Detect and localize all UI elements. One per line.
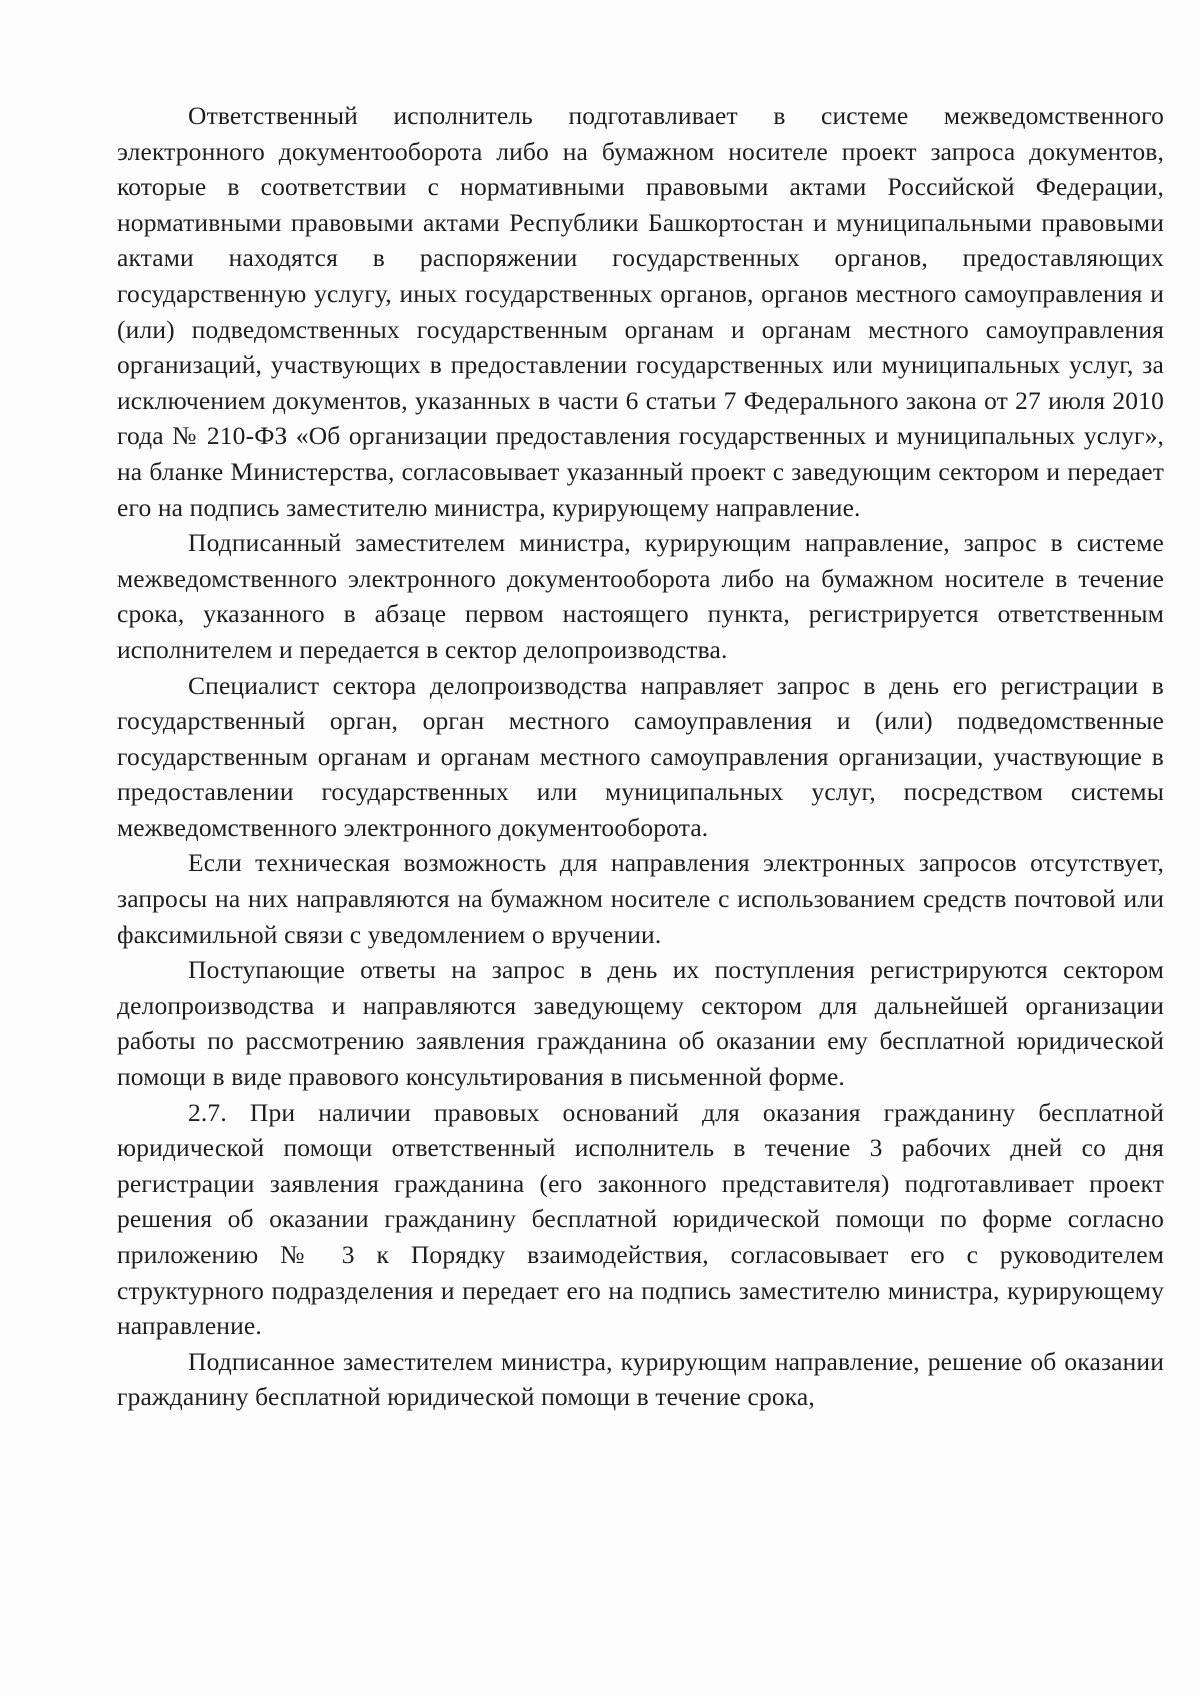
paragraph-request-sending: Специалист сектора делопроизводства направляет запрос в день его регистрации в государственный орган, орган местного самоуправления и (или) подведомственные государственным органам и органам местного самоуправления организации, участвующие в предоставлении государственных или муниципальных услуг, посредством системы межведомственного электронного документооборота. bbox=[117, 670, 1164, 842]
paragraph-paper-requests: Если техническая возможность для направления электронных запросов отсутствует, запросы на них направляются на бумажном носителе с использованием средств почтовой или факсимильной связи с уведомлением о вручении. bbox=[117, 848, 1164, 949]
paragraph-section-2-7: 2.7. При наличии правовых оснований для оказания гражданину бесплатной юридической помощи ответственный исполнитель в течение 3 рабочих дней со дня регистрации заявления гражданина (его законного представителя) подготавливает проект решения об оказании гражданину бесплатной юридической помощи по форме согласно приложению № 3 к Порядку взаимодействия, согласовывает его с руководителем структурного подразделения и передает его на подпись заместителю министра, курирующему направление. bbox=[117, 1097, 1164, 1341]
paragraph-responses: Поступающие ответы на запрос в день их поступления регистрируются сектором делопроизводства и направляются заведующему сектором для дальнейшей организации работы по рассмотрению заявления гражданина об оказании ему бесплатной юридической помощи в виде правового консультирования в письменной форме. bbox=[117, 955, 1164, 1092]
paragraph-request-registration: Подписанный заместителем министра, курирующим направление, запрос в системе межведомственного электронного документооборота либо на бумажном носителе в течение срока, указанного в абзаце первом настоящего пункта, регистрируется ответственным исполнителем и передается в сектор делопроизводства. bbox=[117, 528, 1164, 664]
paragraph-request-preparation: Ответственный исполнитель подготавливает в системе межведомственного электронного документооборота либо на бумажном носителе проект запроса документов, которые в соответствии с нормативными правовыми актами Российской Федерации, нормативными правовыми актами Республики Башкортостан и муниципальными правовыми актами находятся в распоряжении государственных органов, предоставляющих государственную услугу, иных государственных органов, органов местного самоуправления и (или) подведомственных государственным органам и органам местного самоуправления организаций, участвующих в предоставлении государственных или муниципальных услуг, за исключением документов, указанных в части 6 статьи 7 Федерального закона от 27 июля 2010 года № 210-ФЗ «Об организации предоставления государственных и муниципальных услуг», на бланке Министерства, согласовывает указанный проект с заведующим сектором и передает его на подпись заместителю министра, курирующему направление. bbox=[117, 101, 1164, 522]
paragraph-signed-decision: Подписанное заместителем министра, курирующим направление, решение об оказании гражданину бесплатной юридической помощи в течение срока, bbox=[117, 1346, 1164, 1412]
document-body bbox=[117, 98, 1164, 1415]
